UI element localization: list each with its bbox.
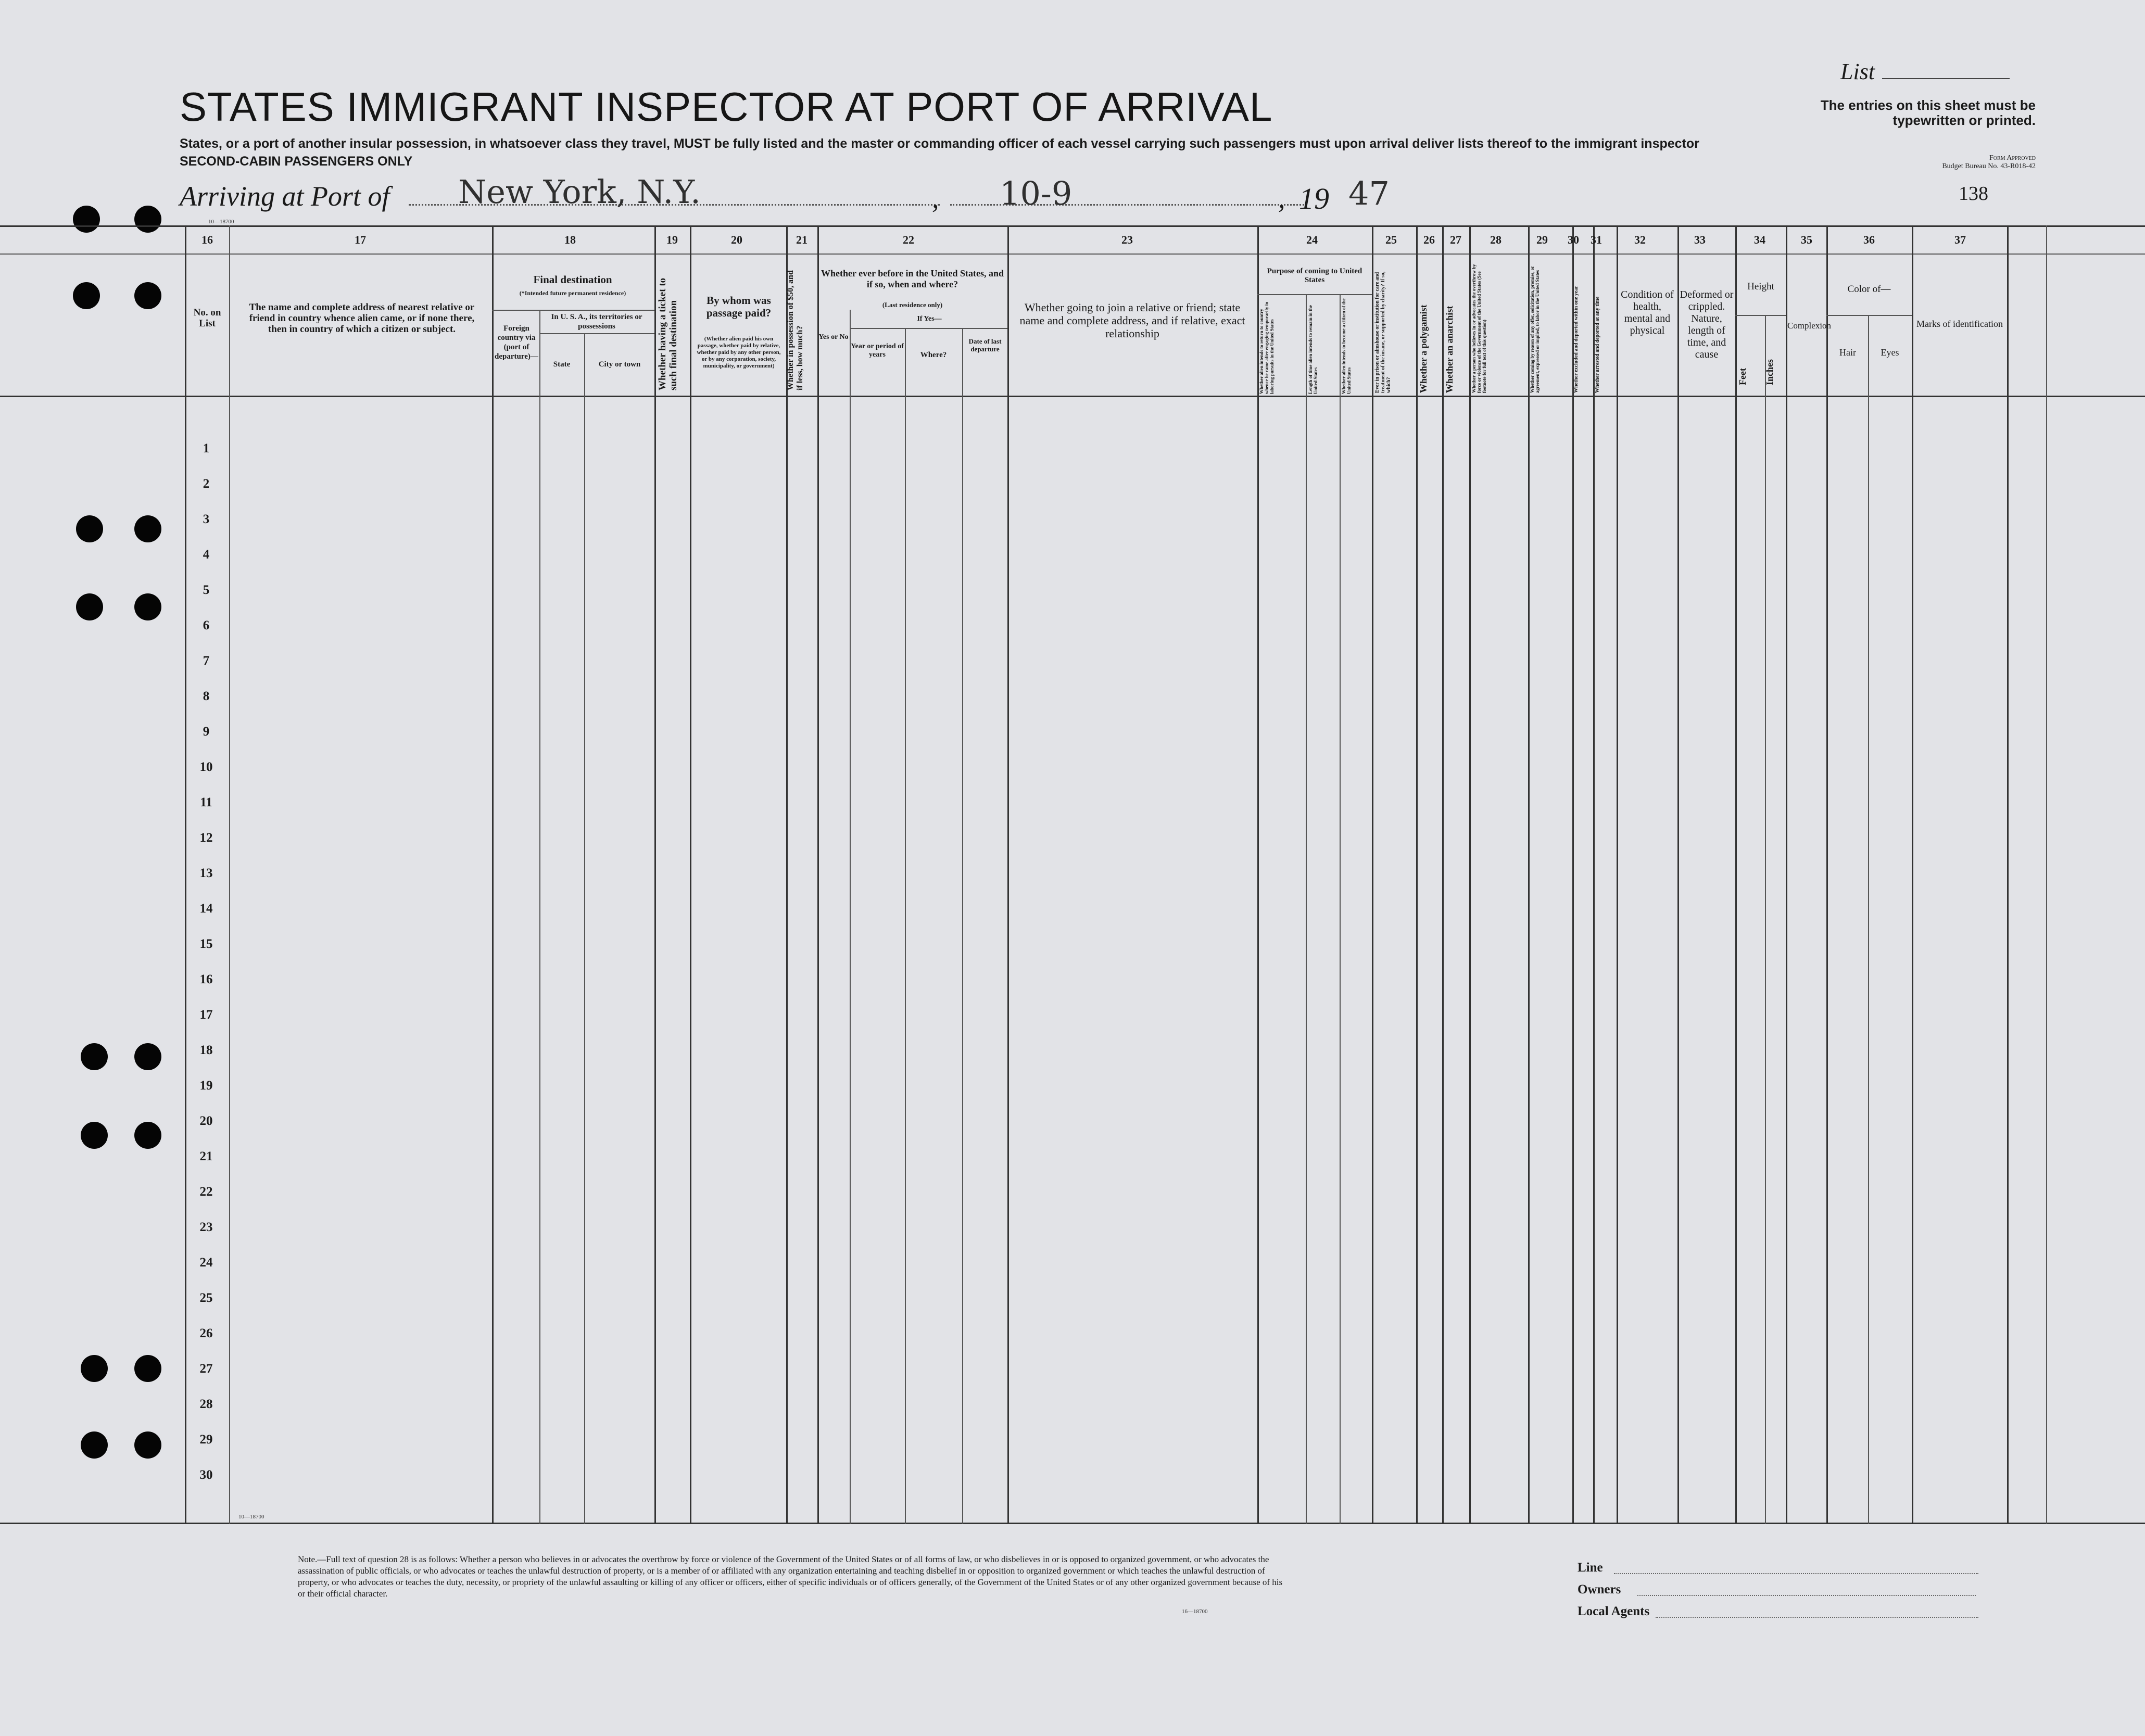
form-code-footer: 16—18700 [1182, 1608, 1208, 1615]
col-36-eyes: Eyes [1881, 347, 1899, 358]
row-number: 13 [199, 866, 213, 880]
row-number: 3 [203, 512, 210, 526]
col-rule [817, 225, 819, 1524]
binder-hole [134, 593, 161, 620]
column-number: 34 [1754, 233, 1765, 246]
line-signature-line [1614, 1573, 1978, 1574]
subheader-rule [539, 333, 654, 334]
col-rule [786, 225, 788, 1524]
subheader-rule [850, 328, 1007, 329]
col-24-length-of-stay: Length of time alien intends to remain in the United States [1308, 305, 1318, 394]
col-rule [539, 310, 540, 1524]
form-code-bottom: 10—18700 [238, 1514, 264, 1520]
owners-label: Owners [1578, 1582, 1621, 1596]
col-22-heading: Whether ever before in the United States, and if so, when and where? [821, 268, 1004, 289]
column-number: 30 [1568, 233, 1579, 246]
row-number: 7 [203, 654, 210, 668]
col-23-heading: Whether going to join a relative or friend; state name and complete address, and if relative, exact relationship [1019, 301, 1245, 340]
column-number: 22 [903, 233, 914, 246]
row-number: 22 [199, 1185, 213, 1199]
port-handwritten: New York, N.Y. [458, 173, 701, 211]
list-label: List [1840, 59, 1875, 84]
column-number: 18 [564, 233, 576, 246]
col-rule [1340, 294, 1341, 1524]
col-24-heading: Purpose of coming to United States [1267, 267, 1362, 284]
column-number: 21 [796, 233, 807, 246]
table-bottom-rule [0, 1523, 2145, 1524]
col-32-heading: Condition of health, mental and physical [1621, 289, 1674, 336]
date-handwritten: 10-9 [1000, 174, 1072, 212]
col-rule [1416, 225, 1418, 1524]
binder-hole [134, 1122, 161, 1149]
col-18-foreign-country: Foreign country via (port of departure)— [495, 324, 538, 361]
col-22-where: Where? [920, 351, 947, 359]
col-35-heading: Complexion [1787, 321, 1832, 331]
col-29-heading: Whether coming by reason of any offer, solicitation, promise, or agreement, expressed or implied, to labor in the United States [1530, 266, 1540, 393]
col-18-note: (*Intended future permanent residence) [519, 289, 626, 297]
col-20-heading: By whom was passage paid? [706, 294, 772, 319]
col-rule [1868, 315, 1869, 1524]
col-22-yes-or-no: Yes or No [818, 333, 849, 341]
year-handwritten: 47 [1348, 174, 1390, 212]
row-number: 15 [199, 937, 213, 951]
entries-note: The entries on this sheet must be typewritten or printed. [1820, 97, 2036, 128]
col-18-usa: In U. S. A., its territories or possessions [551, 313, 642, 331]
column-number: 31 [1591, 233, 1602, 246]
row-number: 4 [203, 548, 210, 562]
owners-signature-line [1637, 1595, 1976, 1596]
column-number: 20 [731, 233, 742, 246]
column-number: 27 [1450, 233, 1461, 246]
col-34-heading: Height [1747, 281, 1774, 292]
col-19-heading: Whether having a ticket to such final destination [657, 277, 679, 390]
row-number: 26 [199, 1326, 213, 1340]
subheader-rule [1257, 294, 1372, 295]
col-18-state: State [553, 360, 571, 369]
col-31-heading: Whether arrested and deported at any time [1595, 296, 1600, 393]
column-number: 32 [1634, 233, 1646, 246]
col-27-heading: Whether an anarchist [1444, 306, 1455, 393]
subheader-rule [1826, 315, 1912, 316]
row-number: 17 [199, 1008, 213, 1022]
col-24-citizenship-intent: Whether alien intends to become a citizen of the United States [1341, 298, 1352, 394]
form-code-top: 10—18700 [208, 219, 234, 225]
col-rule [1306, 294, 1307, 1524]
binder-hole [81, 1355, 108, 1382]
col-rule [2007, 225, 2009, 1524]
col-20-note: (Whether alien paid his own passage, whether paid by relative, whether paid by any other person, or by any corporation, society, municipality, or government) [697, 336, 781, 369]
col-22-if-yes: If Yes— [917, 315, 942, 323]
col-rule [1372, 225, 1373, 1524]
sheet-number: 138 [1959, 183, 1988, 205]
row-number: 18 [199, 1043, 213, 1057]
col-rule [1735, 225, 1737, 1524]
column-number: 28 [1490, 233, 1502, 246]
row-number: 25 [199, 1291, 213, 1305]
col-24-return-intent: Whether alien intends to return to country whence he came after engaging temporarily in laboring pursuits in the United States [1259, 301, 1275, 394]
col-rule [1572, 225, 1574, 1524]
column-number: 33 [1694, 233, 1706, 246]
col-rule [962, 328, 963, 1524]
arriving-label: Arriving at Port of [180, 181, 390, 212]
column-number: 26 [1423, 233, 1435, 246]
col-rule [1786, 225, 1787, 1524]
column-number: 19 [666, 233, 678, 246]
binder-hole [76, 515, 103, 542]
binder-hole [134, 1431, 161, 1459]
binder-hole [134, 1043, 161, 1070]
col-rule [1007, 225, 1009, 1524]
binder-hole [81, 1043, 108, 1070]
subheader-rule [1735, 315, 1786, 316]
row-number: 19 [199, 1079, 213, 1093]
col-rule [1912, 225, 1913, 1524]
binder-hole [134, 515, 161, 542]
col-17-heading: The name and complete address of nearest relative or friend in country whence alien came, or if none there, then in country of which a citizen or subject. [249, 302, 475, 335]
row-number: 10 [199, 760, 213, 774]
col-rule [492, 225, 494, 1524]
question-28-footnote: Note.—Full text of question 28 is as follows: Whether a person who believes in or advocates the overthrow by force or violence of the Government of the United States or of all forms of law, or who disbelieves in or is opposed to organized government, or who advocates the assassination of public officials, or who advocates or teaches the unlawful destruction of property, or is a member of or affiliated with any organization entertaining and teaching disbelief in or opposition to organized government or which teaches the unlawful destruction of property, or who advocates or teaches the duty, necessity, or propriety of the unlawful assaulting or killing of any officer or officers, either of specific individuals or of officers generally, of the Government of the United States or of any other organized government because of his or their official character. [298, 1554, 1283, 1599]
col-rule [2046, 225, 2047, 1524]
year-prefix: 19 [1299, 182, 1329, 216]
col-34-inches: Inches [1764, 359, 1775, 385]
col-rule [1469, 225, 1471, 1524]
row-number: 28 [199, 1397, 213, 1411]
row-number: 2 [203, 477, 210, 491]
binder-hole [81, 1431, 108, 1459]
col-18-city: City or town [598, 360, 641, 369]
col-28-heading: Whether a person who believes in or advocates the overthrow by force or violence of the Government of the United States (See footnote for full text of this question) [1471, 264, 1487, 393]
header-bottom-rule [0, 396, 2145, 397]
col-rule [584, 333, 585, 1524]
row-number: 11 [200, 795, 212, 809]
column-number: 36 [1863, 233, 1875, 246]
list-number-line [1882, 78, 2010, 79]
col-rule [1528, 225, 1530, 1524]
row-number: 24 [199, 1256, 213, 1270]
row-number: 6 [203, 618, 210, 632]
col-rule [654, 225, 656, 1524]
column-number: 29 [1536, 233, 1548, 246]
row-number: 12 [199, 831, 213, 845]
row-number: 14 [199, 902, 213, 916]
row-number: 8 [203, 689, 210, 703]
col-36-heading: Color of— [1847, 284, 1891, 295]
binder-hole [76, 593, 103, 620]
binder-hole [73, 282, 100, 309]
row-number: 21 [199, 1149, 213, 1163]
separator-comma: , [932, 183, 939, 214]
col-rule [229, 225, 230, 1524]
local-agents-label: Local Agents [1578, 1604, 1650, 1618]
form-intro-line: States, or a port of another insular possession, in whatsoever class they travel, MUST be fully listed and the master or commanding officer of each vessel carrying such passengers must upon arrival deliver lists thereof to the immigrant inspector [180, 136, 1699, 151]
column-number: 37 [1954, 233, 1966, 246]
col-22-period: Year or period of years [851, 343, 904, 359]
form-title: STATES IMMIGRANT INSPECTOR AT PORT OF ARRIVAL [180, 84, 1273, 130]
column-number: 24 [1306, 233, 1318, 246]
binder-hole [81, 1122, 108, 1149]
col-rule [1442, 225, 1444, 1524]
col-34-feet: Feet [1737, 368, 1748, 385]
col-rule [1257, 225, 1259, 1524]
binder-hole [134, 1355, 161, 1382]
row-number: 27 [199, 1362, 213, 1376]
row-number: 1 [203, 441, 210, 455]
col-22-last-departure: Date of last departure [968, 337, 1002, 353]
col-rule [690, 225, 691, 1524]
separator-comma: , [1278, 183, 1285, 214]
col-rule [1617, 225, 1618, 1524]
col-25-heading: Ever in prison or almshouse or institution for care and treatment of the insane, or supported by charity? If so, which? [1374, 271, 1392, 393]
form-approved-label: Form Approved [1989, 154, 2036, 162]
col-30-heading: Whether excluded and deported within one year [1573, 286, 1579, 393]
col-36-hair: Hair [1839, 347, 1856, 358]
col-rule [850, 310, 851, 1524]
header-top-rule [0, 225, 2145, 227]
binder-hole [73, 206, 100, 233]
col-26-heading: Whether a polygamist [1418, 305, 1429, 393]
binder-hole [134, 282, 161, 309]
column-number: 25 [1385, 233, 1397, 246]
row-number: 9 [203, 725, 210, 739]
col-rule [1826, 225, 1828, 1524]
row-number: 30 [199, 1468, 213, 1482]
col-22-note: (Last residence only) [882, 301, 943, 309]
form-approval [1900, 154, 2036, 171]
column-number: 35 [1801, 233, 1812, 246]
col-rule [1765, 315, 1766, 1524]
column-number-rule [0, 254, 2145, 255]
subheader-rule [492, 310, 654, 311]
col-rule [1593, 225, 1595, 1524]
column-number: 23 [1121, 233, 1133, 246]
row-number: 20 [199, 1114, 213, 1128]
line-label: Line [1578, 1561, 1603, 1575]
row-number: 16 [199, 972, 213, 986]
col-16-heading: No. on List [193, 307, 221, 329]
col-18-heading: Final destination [533, 273, 612, 286]
row-number: 29 [199, 1433, 213, 1447]
binder-hole [134, 206, 161, 233]
col-21-heading: Whether in possession of $50, and if less, how much? [786, 270, 804, 390]
column-number: 17 [355, 233, 366, 246]
row-number: 23 [199, 1220, 213, 1234]
agents-signature-line [1656, 1617, 1978, 1618]
col-rule [905, 328, 906, 1524]
col-33-heading: Deformed or crippled. Nature, length of time, and cause [1680, 289, 1734, 360]
column-number: 16 [201, 233, 213, 246]
row-number: 5 [203, 583, 210, 597]
budget-bureau-number: Budget Bureau No. 43-R018-42 [1942, 162, 2036, 170]
col-rule [1677, 225, 1679, 1524]
col-37-heading: Marks of identification [1916, 319, 2003, 329]
passenger-class-line: SECOND-CABIN PASSENGERS ONLY [180, 154, 413, 169]
